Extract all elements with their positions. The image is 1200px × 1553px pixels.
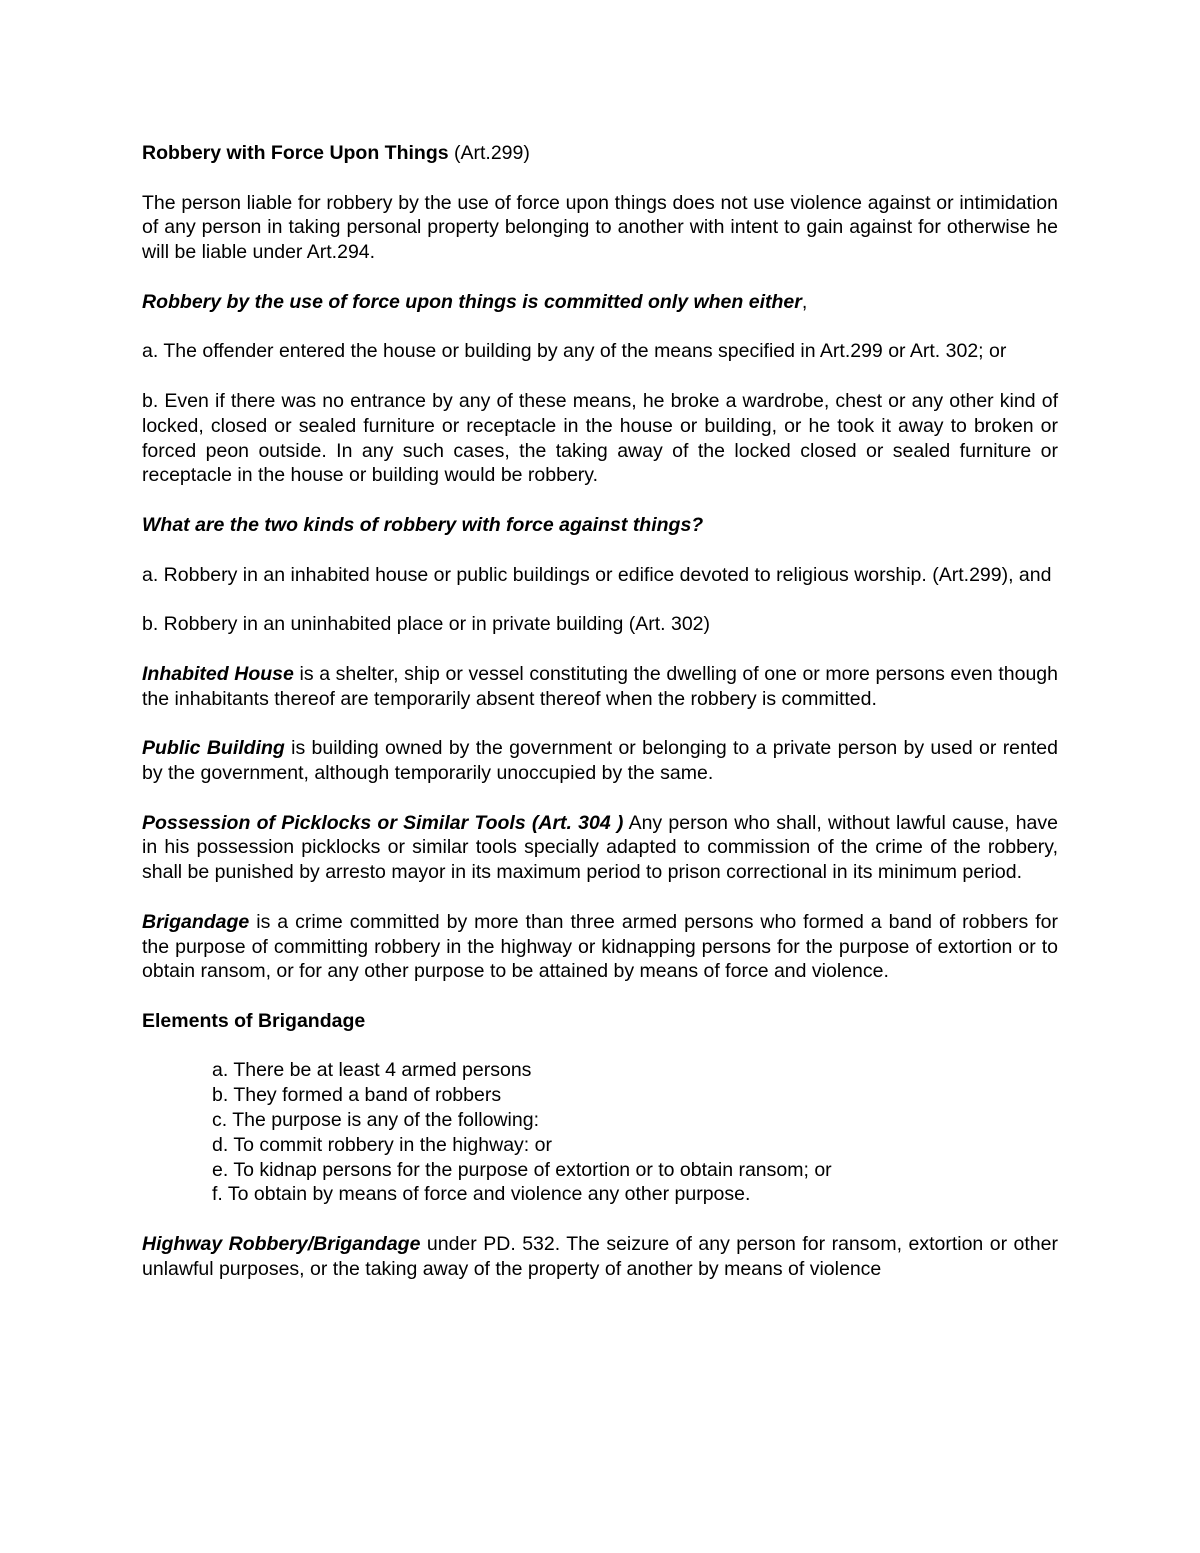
paragraph-kind-b: b. Robbery in an uninhabited place or in private building (Art. 302) — [142, 613, 711, 636]
paragraph-kind-a: a. Robbery in an inhabited house or public buildings or edifice devoted to religious worship. (Art.299), and — [142, 563, 1052, 586]
definition-text: is a crime committed by more than three armed persons who formed a band of robbers for the purpose of committing robbery in the highway or kidnapping persons for the purpose of extortion or to obtain ransom, or for any other purpose to be attained by means of force and violence. — [142, 910, 1058, 983]
definition-term: Possession of Picklocks or Similar Tools (Art. 304 ) — [142, 811, 624, 834]
definition-term: Public Building — [142, 737, 285, 760]
definition-public-building — [142, 736, 1058, 786]
document-page — [142, 141, 1058, 1306]
section-heading-robbery-force-things — [142, 141, 1058, 166]
definition-text: is a shelter, ship or vessel constituting the dwelling of one or more persons even though the inhabitants thereof are temporarily absent thereof when the robbery is committed. — [142, 662, 1058, 710]
list-item: d. To commit robbery in the highway: or — [212, 1133, 552, 1156]
paragraph-condition-b: b. Even if there was no entrance by any of these means, he broke a wardrobe, chest or any other kind of locked, closed or sealed furniture or receptacle in the house or building, or he took it away to broken or forced peon outside. In any such cases, the taking away of the locked closed or sealed furniture or receptacle in the house or building would be robbery. — [142, 389, 1058, 487]
list-item: e. To kidnap persons for the purpose of extortion or to obtain ransom; or — [212, 1158, 832, 1181]
list-item: c. The purpose is any of the following: — [212, 1109, 539, 1132]
definition-picklocks — [142, 811, 1058, 885]
definition-text: under PD. 532. The seizure of any person for ransom, extortion or other unlawful purposes, or the taking away of the property of another by means of violence — [142, 1233, 1058, 1280]
definition-highway-robbery — [142, 1232, 1058, 1282]
list-item: f. To obtain by means of force and violence any other purpose. — [212, 1183, 751, 1206]
elements-list — [142, 1058, 1058, 1207]
paragraph-person-liable: The person liable for robbery by the use of force upon things does not use violence against or intimidation of any person in taking personal property belonging to another with intent to gain against for otherwise he will be liable under Art.294. — [142, 191, 1058, 264]
definition-term: Brigandage — [142, 910, 250, 933]
heading-text: Robbery with Force Upon Things — [142, 142, 449, 164]
question-suffix: , — [801, 290, 808, 313]
definition-text: is building owned by the government or belonging to a private person by used or rented by the government, although temporarily unoccupied by the same. — [142, 737, 1058, 784]
question-text: Robbery by the use of force upon things is committed only when either — [142, 290, 802, 313]
question-committed-when — [142, 290, 1058, 315]
definition-brigandage — [142, 910, 1058, 984]
definition-term: Inhabited House — [142, 662, 294, 685]
question-text: What are the two kinds of robbery with force against things? — [142, 513, 704, 536]
heading-article-ref: (Art.299) — [448, 142, 530, 164]
section-heading-elements — [142, 1009, 1058, 1034]
list-item: a. There be at least 4 armed persons — [212, 1059, 532, 1082]
paragraph-condition-a: a. The offender entered the house or building by any of the means specified in Art.299 or Art. 302; or — [142, 340, 1007, 363]
definition-term: Highway Robbery/Brigandage — [142, 1233, 421, 1256]
definition-text: Any person who shall, without lawful cause, have in his possession picklocks or similar tools specially adapted to commission of the crime of the robbery, shall be punished by arresto mayor in its maximum period to prison correctional in its minimum period. — [142, 811, 1058, 884]
heading-text: Elements of Brigandage — [142, 1009, 366, 1032]
definition-inhabited-house — [142, 662, 1058, 712]
question-two-kinds — [142, 513, 1058, 538]
list-item: b. They formed a band of robbers — [212, 1084, 502, 1107]
